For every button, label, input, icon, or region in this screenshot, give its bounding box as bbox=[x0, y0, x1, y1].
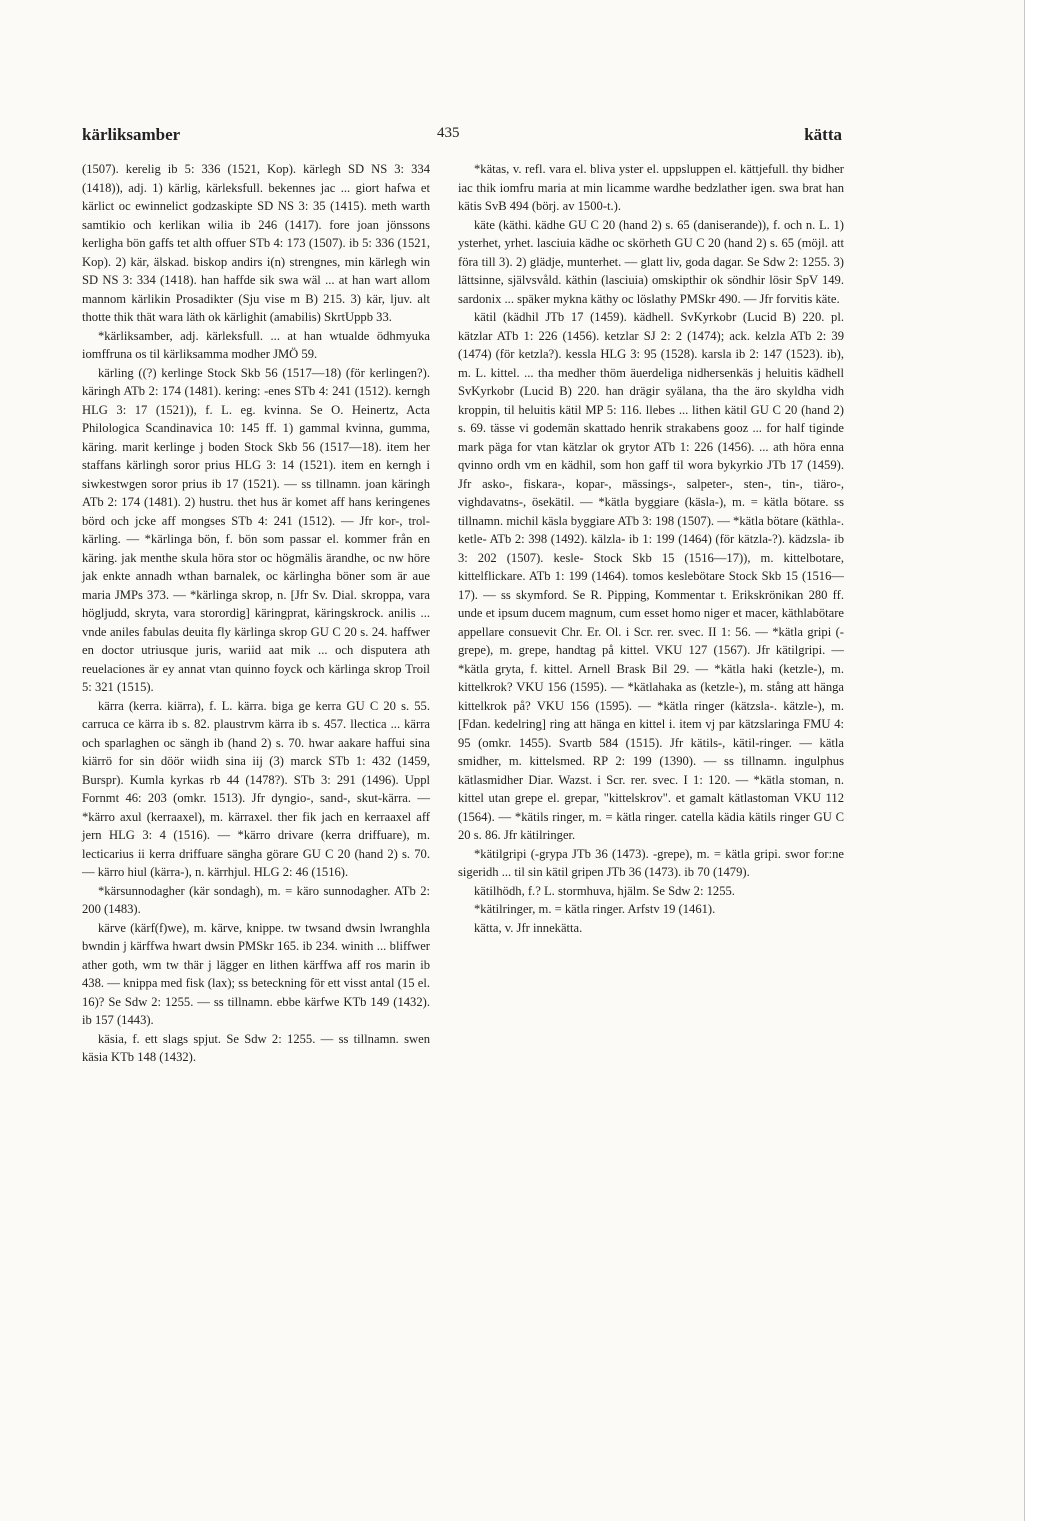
entry-karra: kärra (kerra. kiärra), f. L. kärra. biga ge kerra GU C 20 s. 55. carruca ce kärra ib s. 82. plaustrvm kärra ib s. 457. llectica ... kärra och sparlaghen oc sängh ib (hand 2) s. 70. hwar aakare haffui sina kiärrö for sin döör wiidh sina iij (3) marck STb 1: 432 (1459, Burspr). Kumla kyrkas rb 44 (1478?). STb 3: 291 (1496). Uppl Fornmt 46: 203 (omkr. 1513). Jfr dyngio-, sand-, skut-kärra. — *kärro axul (kerraaxel), m. kärraxel. ther fik jach en kerraaxel aff jern HLG 3: 4 (1516). — *kärro drivare (kerra driffuare), m. lecticarius ii kerra driffuare sängha görare GU C 20 (hand 2) s. 70. — kärro hiul (kärra-), n. kärrhjul. HLG 2: 46 (1516). bbox=[82, 698, 430, 879]
left-column bbox=[82, 160, 430, 1067]
entry-katilgripi: *kätilgripi (-grypa JTb 36 (1473). -grepe), m. = kätla gripi. swor for:ne sigeridh ... til sin kätil gripen JTb 36 (1473). ib 70 (1479). bbox=[458, 846, 844, 879]
entry-kasia: käsia, f. ett slags spjut. Se Sdw 2: 1255. — ss tillnamn. swen käsia KTb 148 (1432). bbox=[82, 1031, 430, 1064]
entry-karliksamber: *kärliksamber, adj. kärleksfull. ... at han wtualde ödhmyuka iomffruna os til kärliksamma modher JMÖ 59. bbox=[82, 328, 430, 361]
page-number: 435 bbox=[437, 125, 460, 141]
header-left-guideword: kärliksamber bbox=[82, 125, 181, 144]
page-edge bbox=[1024, 0, 1037, 1521]
entry-katilringer: *kätilringer, m. = kätla ringer. Arfstv 19 (1461). bbox=[474, 902, 716, 916]
entry-kerelig-continuation: (1507). kerelig ib 5: 336 (1521, Kop). kärlegh SD NS 3: 334 (1418)), adj. 1) kärlig, kärleksfull. bekennes jac ... giort hafwa et kärlict oc ewinnelict godzaskipte SD NS 3: 35 (1415). meth warth samtikio och kerlikan wilia ib 246 (1417). fore joan jönssons kerligha bön gaffs tet alth offuer STb 4: 173 (1507). ib 5: 336 (1521, Kop). 2) kär, älskad. biskop andirs i(n) strengnes, min kärlegh win SD NS 3: 334 (1418). han haffde sik swa wäl ... at han wart allom mannom kärlikin Prosadikter (Sju vise m B) 215. 3) kär, ljuv. alt thotte thik thät wara läth ok kärlighit (amabilis) SkrtUppb 33. bbox=[82, 162, 430, 324]
right-column bbox=[458, 160, 844, 937]
entry-kate: käte (käthi. kädhe GU C 20 (hand 2) s. 65 (daniserande)), f. och n. L. 1) ysterhet, yrhet. lasciuia kädhe oc skörheth GU C 20 (hand 2) s. 65 (möjl. att föra till 3). 2) glädje, munterhet. — glatt liv, goda dagar. Se Sdw 2: 1255. 3) lättsinne, självsvåld. käthin (lasciuia) omskipthir ok söndhir lösir SpV 149. sardonix ... späker mykna käthy oc löslathy PMSkr 490. — Jfr forvitis käte. bbox=[458, 217, 844, 306]
header-right-guideword: kätta bbox=[804, 125, 842, 144]
entry-katil: kätil (kädhil JTb 17 (1459). kädhell. SvKyrkobr (Lucid B) 220. pl. kätzlar ATb 1: 226 (1456). ketzlar SJ 2: 2 (1474); ack. kelzla ATb 2: 39 (1474) (för ketzla?). kessla HLG 3: 95 (1528). karsla ib 2: 147 (1523). ib), m. L. kittel. ... tha medher thöm äuerdeliga nidhersenkäs j heluitis kädhell SvKyrkobr (Lucid B) 220. han drägir syälana, tha the äro skyldha vidh kroppin, til heluitis kätil MP 5: 116. llebes ... lithen kätil GU C 20 (hand 2) s. 69. tässe vi godemän skattado henrik strakabens gooz ... for half tiginde mark päga for vtan kätzlar ok grytor ATb 1: 226 (1456). ... ath höra enna qvinno ordh vm en kädhil, som hon gaff til wora bykyrkio JTb 17 (1459). Jfr asko-, fiskara-, kopar-, mässings-, salpeter-, sten-, tin-, tiäro-, vighdavatns-, ösekätil. — *kätla byggiare (käsla-), m. = kätla bötare. ss tillnamn. michil käsla byggiare ATb 3: 198 (1507). — *kätla bötare (käthla-. ketle- ATb 2: 398 (1492). kälzla- ib 1: 199 (1464) (för kätzla-?). kädzsla- ib 3: 202 (1507). kesle- Stock Skb 15 (1516—17)), m. kittelbotare, kittelflickare. ATb 1: 199 (1464). tomos keslebötare Stock Skb 15 (1516—17). — ss skymford. Se R. Pipping, Kommentar t. Erikskrönikan 280 ff. unde et ipsum ducem magnum, cum esset homo niger et macer, käthlabötare appellare consuevit Chr. Er. Ol. i Scr. rer. svec. II 1: 56. — *kätla gripi (-grepe), m. grepe, handtag på kittel. VKU 127 (1567). Jfr kätilgripi. — *kätla gryta, f. kittel. Arnell Brask Bil 29. — *kätla haki (ketzle-), m. kittelkrok? VKU 156 (1595). — *kätlahaka as (ketzle-), m. stång att hänga kittelkrok på? VKU 156 (1595). — *kätla ringer (kätzsla-. kätzle-), m. [Fdan. kedelring] ring att hänga en kittel i. item vj par kätzslaringa FMU 4: 95 (omkr. 1455). Svartb 584 (1515). Jfr kätils-, kätil-ringer. — kätla smidher, m. kittelsmed. RP 2: 199 (1390). — ss tillnamn. ingulphus kätlasmidher Diar. Wazst. i Scr. rer. svec. I 1: 120. — *kätla stoman, n. kittel utan grepe el. grepar, "kittelskrov". et gamalt kätlastoman VKU 112 (1564). — *kätils ringer, m. = kätla ringer. catella kädia kätils ringer GU C 20 s. 86. Jfr kätilringer. bbox=[458, 310, 844, 842]
entry-karsunnodagher: *kärsunnodagher (kär sondagh), m. = käro sunnodagher. ATb 2: 200 (1483). bbox=[82, 883, 430, 916]
entry-katas: *kätas, v. refl. vara el. bliva yster el. uppsluppen el. kättjefull. thy bidher iac thik iomfru maria at min licamme wardhe bedzlather igen. swa brat han kätis SvB 494 (börj. av 1500-t.). bbox=[458, 162, 844, 213]
page-header bbox=[82, 125, 842, 147]
entry-karve: kärve (kärf(f)we), m. kärve, knippe. tw twsand dwsin lwranghla bwndin j kärffwa hwart dwsin PMSkr 165. ib 234. winith ... bliffwer ather goth, wm tw thär j lägger en lithen kärffwa aff ros marin ib 438. — knippa med fisk (lax); ss beteckning för ett visst antal (15 el. 16)? Se Sdw 2: 1255. — ss tillnamn. ebbe kärfwe KTb 149 (1432). ib 157 (1443). bbox=[82, 920, 430, 1027]
entry-katta: kätta, v. Jfr innekätta. bbox=[474, 920, 583, 935]
entry-katilhodh: kätilhödh, f.? L. stormhuva, hjälm. Se Sdw 2: 1255. bbox=[474, 883, 735, 898]
entry-karling: kärling ((?) kerlinge Stock Skb 56 (1517—18) (för kerlingen?). käringh ATb 2: 174 (1481). kering: -enes STb 4: 241 (1512). kerngh HLG 3: 17 (1521)), f. L. eg. kvinna. Se O. Heinertz, Acta Philologica Scandinavica 10: 145 ff. 1) gammal kvinna, gumma, käring. marit kerlinge j boden Stock Skb 56 (1517—18). item her staffans kärlingh soror prius HLG 3: 14 (1521). item en kerngh i siwkestwgen soror prius ib 17 (1521). — ss tillnamn. joan käringh ATb 2: 174 (1481). 2) hustru. thet hus är komet aff hans keringenes börd och jcke aff mongses STb 4: 241 (1512). — Jfr kor-, trol-kärling. — *kärlinga bön, f. bön som passar el. kommer från en käring. jak menthe skula höra stor oc högmälis ärandhe, oc nw höre jak enkte annadh wthan barnalek, oc kärlingha böner som är aue maria JMPs 373. — *kärlinga skrop, n. [Jfr Sv. Dial. skroppa, vara högljudd, skryta, vara storordig] käringprat, käringskrock. anilis ... vnde aniles fabulas deuita fly kärlinga skrop GU C 20 s. 24. haffwer en doctor utriusque juris, wariid aat mik ... och disputera ath reuelaciones är ey annat vtan quinno foyck och kärlinga skrop Troil 5: 321 (1515). bbox=[82, 365, 430, 694]
